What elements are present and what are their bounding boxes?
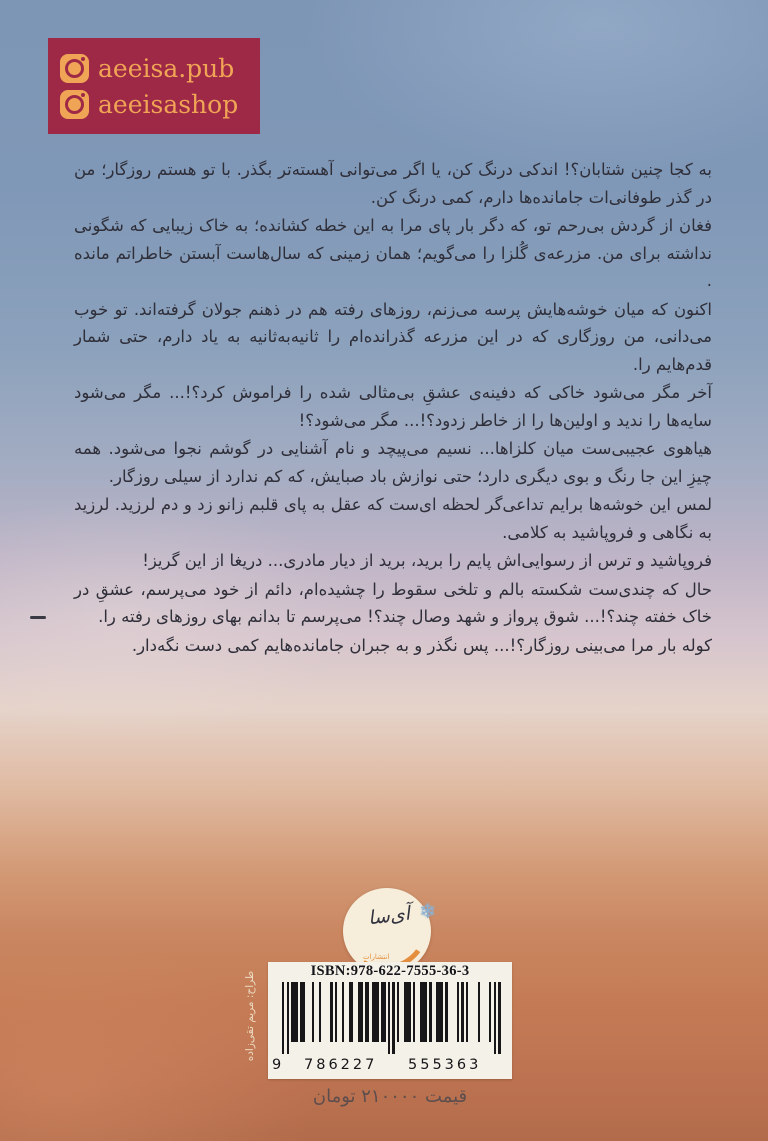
instagram-handle: aeeisa.pub — [98, 53, 235, 83]
back-cover-text — [74, 156, 712, 660]
barcode-bars — [282, 982, 501, 1054]
barcode-bar — [342, 982, 344, 1042]
barcode-bar — [498, 982, 500, 1054]
barcode-bar — [388, 982, 390, 1054]
barcode-digit-group: 786227 — [304, 1057, 378, 1073]
cover-paragraph: لمس این خوشه‌ها برایم تداعی‌گر لحظه ای‌ست که عقل به پای قلبم زانو زد و دم لرزید. لرزید به نگاهی و فروپاشید به کلامی. — [74, 495, 712, 542]
barcode-bar — [466, 982, 468, 1042]
barcode-digit-group: 9 — [272, 1057, 285, 1073]
publisher-name: آی‌سا — [366, 902, 412, 930]
barcode-bar — [461, 982, 463, 1042]
instagram-handle-row — [60, 54, 248, 83]
barcode-bar — [425, 982, 427, 1042]
instagram-icon — [60, 54, 89, 83]
cover-paragraph: هیاهوی عجیبی‌ست میان کلزاها... نسیم می‌پیچد و نام آشنایی در گوشم نجوا می‌شود. همه چیزِ این جا رنگ و بوی دیگری دارد؛ حتی نوازش باد صبایش، که کم ندارد از سیلی روزگار. — [74, 439, 712, 486]
barcode-bar — [330, 982, 332, 1042]
barcode-bar — [445, 982, 447, 1042]
cover-paragraph: اکنون که میان خوشه‌هایش پرسه می‌زنم، روزهای رفته هم در ذهنم جولان گرفته‌اند. تو خوب می‌دانی، من روزگاری که در این مزرعه گذرانده‌ام را ثانیه‌به‌ثانیه به یاد دارم، حتی شمار قدم‌هایم را. — [74, 299, 712, 374]
isbn-label: ISBN:978-622-7555-36-3 — [310, 963, 470, 979]
cover-paragraph: کوله بار مرا می‌بینی روزگار؟!... پس نگذر و به جبران جامانده‌هایم کمی دست نگه‌دار. — [131, 635, 712, 655]
barcode-bar — [457, 982, 459, 1042]
publisher-subtitle: انتشارات — [363, 953, 390, 961]
barcode-bar — [397, 982, 399, 1042]
cover-paragraph: حال که چندی‌ست شکسته بالم و تلخی سقوط را چشیده‌ام، دائم از خود می‌پرسم، عشقِ در خاک خفته چند؟!... شوق پرواز و شهد وصال چند؟! می‌پرسم تا بدانم بهای روزهای رفته را. — [74, 579, 712, 626]
instagram-flash-dot-icon — [81, 57, 85, 61]
barcode-bar — [282, 982, 284, 1054]
barcode-digits — [268, 1057, 512, 1075]
barcode-bar — [392, 982, 394, 1054]
cover-paragraph: به کجا چنین شتابان؟! اندکی درنگ کن، یا اگر می‌توانی آهسته‌تر بگذر. با تو هستم روزگار؛ من در گذر طوفانی‌ات جامانده‌ها دارم، کمی درنگ کن. — [74, 160, 712, 207]
barcode-bar — [287, 982, 289, 1054]
barcode-bar — [367, 982, 369, 1042]
barcode-bar — [303, 982, 305, 1042]
barcode-bar — [351, 982, 353, 1042]
barcode-bar — [413, 982, 415, 1042]
barcode-bar — [489, 982, 491, 1042]
cover-paragraph: فروپاشید و ترس از رسوایی‌اش پایم را برید، برید از دیار مادری... دریغا از این گریز! — [142, 551, 712, 570]
instagram-badge — [48, 38, 260, 134]
cover-paragraph: فغان از گردش بی‌رحم تو، که دگر بار پای مرا به این خطه کشانده؛ به خاک زیبایی که شگونی نداشته برای من. مزرعه‌ی گُلزا را می‌گویم؛ همان زمینی که سال‌هاست آبستن خاطراتم مانده . — [74, 216, 712, 290]
designer-credit: طراح: مریم تقی‌زاده — [244, 970, 256, 1062]
instagram-flash-dot-icon — [81, 93, 85, 97]
barcode-bar — [441, 982, 443, 1042]
barcode-bar — [335, 982, 337, 1042]
cover-paragraph: آخر مگر می‌شود خاکی که دفینه‌ی عشقِ بی‌مثالی شده را فراموش کرد؟!... مگر می‌شود سایه‌ها را ندید و اولین‌ها را از خاطر زدود؟!... مگر می‌شود؟! — [74, 383, 712, 430]
instagram-lens-icon — [65, 95, 84, 114]
barcode-bar — [494, 982, 496, 1054]
barcode-bar — [296, 982, 298, 1042]
barcode-bar — [478, 982, 480, 1042]
instagram-lens-icon — [65, 59, 84, 78]
instagram-icon — [60, 90, 89, 119]
barcode-bar — [409, 982, 411, 1042]
price-label: قیمت ۲۱۰۰۰۰ تومان — [312, 1086, 468, 1107]
margin-dash-mark — [30, 616, 46, 619]
barcode-bar — [383, 982, 385, 1042]
isbn-barcode — [268, 962, 512, 1079]
instagram-handle-row — [60, 90, 248, 119]
barcode-bar — [319, 982, 321, 1042]
barcode-bar — [376, 982, 378, 1042]
barcode-bar — [360, 982, 362, 1042]
snowflake-icon: ❄ — [419, 899, 436, 923]
barcode-bar — [312, 982, 314, 1042]
instagram-handle: aeeisashop — [98, 89, 239, 119]
barcode-digit-group: 555363 — [408, 1057, 482, 1073]
barcode-bar — [429, 982, 431, 1042]
